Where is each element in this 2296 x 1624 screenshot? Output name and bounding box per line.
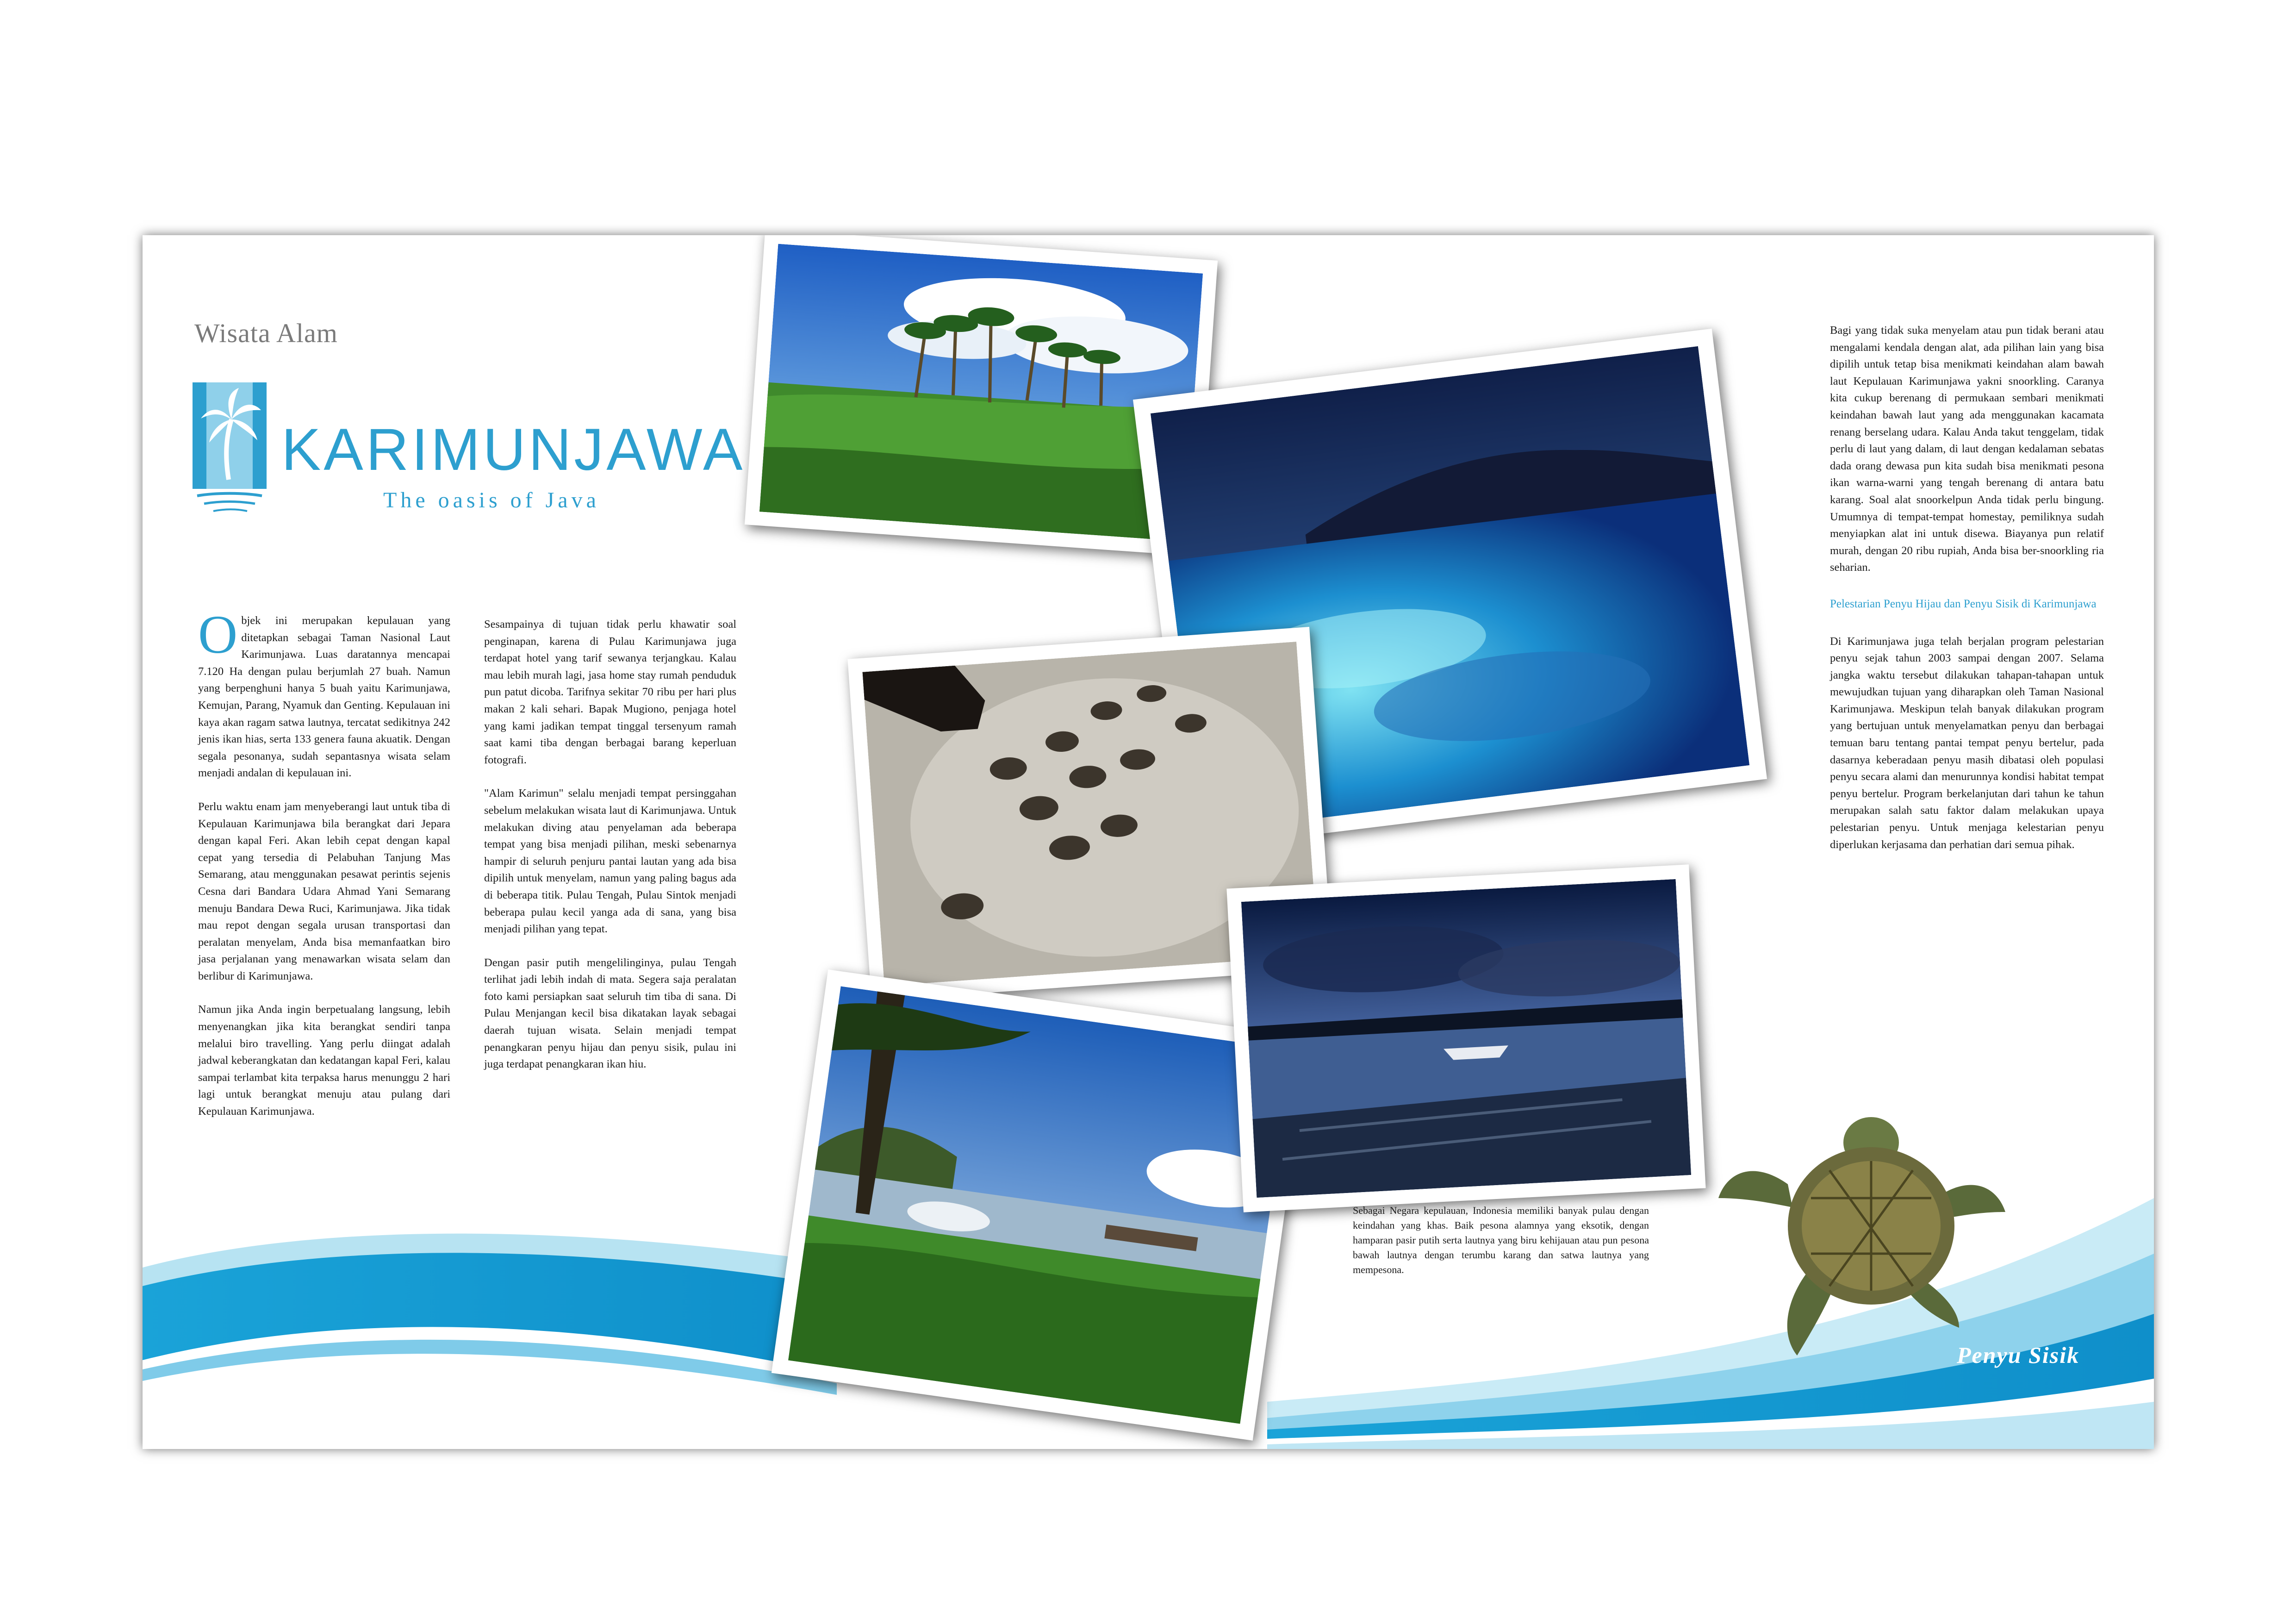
magazine-spread xyxy=(143,235,2154,1449)
brand-tagline: The oasis of Java xyxy=(383,488,600,512)
paragraph: Sesampainya di tujuan tidak perlu khawatir soal penginapan, karena di Pulau Karimunjawa juga terdapat hotel yang tarif sewanya terjangkau. Kalau mau lebih murah lagi, jasa home stay rumah penduduk pun patut dicoba. Tarifnya sekitar 70 ribu per hari plus makan 2 kali sehari. Bapak Mugiono, penjaga hotel yang kami jadikan tempat tinggal tersenyum ramah saat kami tiba dengan berbagai barang keperluan fotografi. xyxy=(484,618,736,766)
photo-sunset-boat xyxy=(1226,864,1705,1212)
paragraph-text: bjek ini merupakan kepulauan yang ditetapkan sebagai Taman Nasional Laut Karimunjawa. Luas daratannya mencapai 7.120 Ha dengan pulau berjumlah 27 buah. Namun yang berpenghuni hanya 5 buah yaitu Karimunjawa, Kemujan, Parang, Nyamuk dan Genting. Kepulauan ini kaya akan ragam satwa lautnya, tercatat sedikitnya 242 jenis ikan hias, serta 133 genera fauna akuatik. Dengan segala pesonanya, sudah sepantasnya wisata selam menjadi andalan di kepulauan ini. xyxy=(198,614,450,780)
drop-cap: O xyxy=(198,604,238,665)
paragraph xyxy=(198,604,450,782)
paragraph: "Alam Karimun" selalu menjadi tempat persinggahan sebelum melakukan wisata laut di Karimunjawa. Untuk melakukan diving atau penyelaman ada beberapa tempat yang bisa menjadi pilihan, meski sebenarnya hampir di seluruh penjuru pantai lautan yang ada bisa dipilih untuk menyelam, namun yang paling bagus ada di beberapa titik. Pulau Tengah, Pulau Sintok menjadi beberapa pulau kecil yanga ada di sana, yang bisa menjadi pilihan yang tepat. xyxy=(484,787,736,936)
article-column-1 xyxy=(198,604,450,1137)
wave-caption: Penyu Sisik xyxy=(1957,1342,2080,1368)
sub-heading: Pelestarian Penyu Hijau dan Penyu Sisik di Karimunjawa xyxy=(1830,597,2097,610)
palm-tree-logo xyxy=(193,382,267,517)
paragraph: Dengan pasir putih mengelilinginya, pulau Tengah terlihat jadi lebih indah di mata. Segera saja peralatan foto kami persiapkan saat seluruh tim tiba di sana. Di Pulau Menjangan kecil bisa dikatakan layak sebagai daerah tujuan wisata. Selain menjadi tempat penangkaran penyu hijau dan penyu sisik, pulau ini juga terdapat penangkaran ikan hiu. xyxy=(484,956,736,1071)
article-column-3 xyxy=(1830,322,2104,870)
paragraph: Perlu waktu enam jam menyeberangi laut untuk tiba di Kepulauan Karimunjawa bila berangkat dari Jepara dengan kapal Feri. Akan lebih cepat dengan kapal cepat yang tersedia di Pelabuhan Tanjung Mas Semarang, atau menggunakan pesawat perintis sejenis Cesna dari Bandara Udara Ahmad Yani Semarang menuju Bandara Dewa Ruci, Karimunjawa. Jika tidak mau repot dengan segala urusan transportasi dan peralatan menyelam, Anda bisa memanfaatkan biro jasa perjalanan yang menawarkan wisata selam dan berlibur di Karimunjawa. xyxy=(198,800,450,982)
article-column-2 xyxy=(484,616,736,1090)
paragraph: Bagi yang tidak suka menyelam atau pun tidak berani atau mengalami kendala dengan alat, ada pilihan lain yang bisa dipilih untuk tetap bisa menikmati keindahan alam bawah laut Kepulauan Karimunjawa yakni snoorkling. Caranya kita cukup berenang di permukaan sembari menikmati keindahan bawah laut yang ada menggunakan kacamata renang berselang udara. Kalau Anda takut tenggelam, tidak perlu di laut yang dalam, di laut dengan kedalaman sebatas dada orang dewasa pun kita sudah bisa menikmati pesona ikan warna-warni yang tengah berenang di antara batu karang. Soal alat snoorkelpun Anda tidak perlu bingung. Umumnya di tempat-tempat homestay, pemiliknya sudah menyiapkan alat ini untuk disewa. Biayanya pun relatif murah, dengan 20 ribu rupiah, Anda bisa ber-snoorkling ria seharian. xyxy=(1830,324,2104,574)
paragraph: Namun jika Anda ingin berpetualang langsung, lebih menyenangkan jika kita berangkat sendiri tanpa melalui biro travelling. Yang perlu diingat adalah jadwal keberangkatan dan kedatangan kapal Feri, kalau sampai terlambat kita terpaksa harus menunggu 2 hari lagi untuk berangkat menuju atau pulang dari Kepulauan Karimunjawa. xyxy=(198,1003,450,1118)
brand-title: KARIMUNJAWA xyxy=(281,417,746,483)
photo-caption: Sebagai Negara kepulauan, Indonesia memiliki banyak pulau dengan keindahan yang khas. Baik pesona alamnya yang eksotik, dengan hamparan pasir putih serta lautnya yang biru kehijauan atau pun pesona bawah lautnya dengan terumbu karang dan satwa lautnya yang mempesona. xyxy=(1353,1205,1649,1275)
sea-turtle-illustration xyxy=(1718,1092,2019,1360)
paragraph: Di Karimunjawa juga telah berjalan program pelestarian penyu sejak tahun 2003 sampai dengan 2007. Selama jangka waktu tersebut dilakukan tahapan-tahapan untuk mewujudkan tujuan yang diharapkan oleh Taman Nasional Karimunjawa. Meskipun telah banyak dilakukan program yang bertujuan untuk menyelamatkan penyu dan berbagai temuan baru tentang pantai tempat penyu bertelur, pada dasarnya keberadaan penyu masih dibatasi oleh populasi penyu secara alami dan menurunnya kondisi habitat tempat penyu bertelur. Program berkelanjutan dari tahun ke tahun merupakan salah satu faktor dalam melakukan upaya pelestarian penyu. Untuk menjaga kelestarian penyu diperlukan kerjasama dan perhatian dari semua pihak. xyxy=(1830,635,2104,851)
section-label: Wisata Alam xyxy=(194,318,338,348)
photo-island-shore xyxy=(772,969,1309,1441)
